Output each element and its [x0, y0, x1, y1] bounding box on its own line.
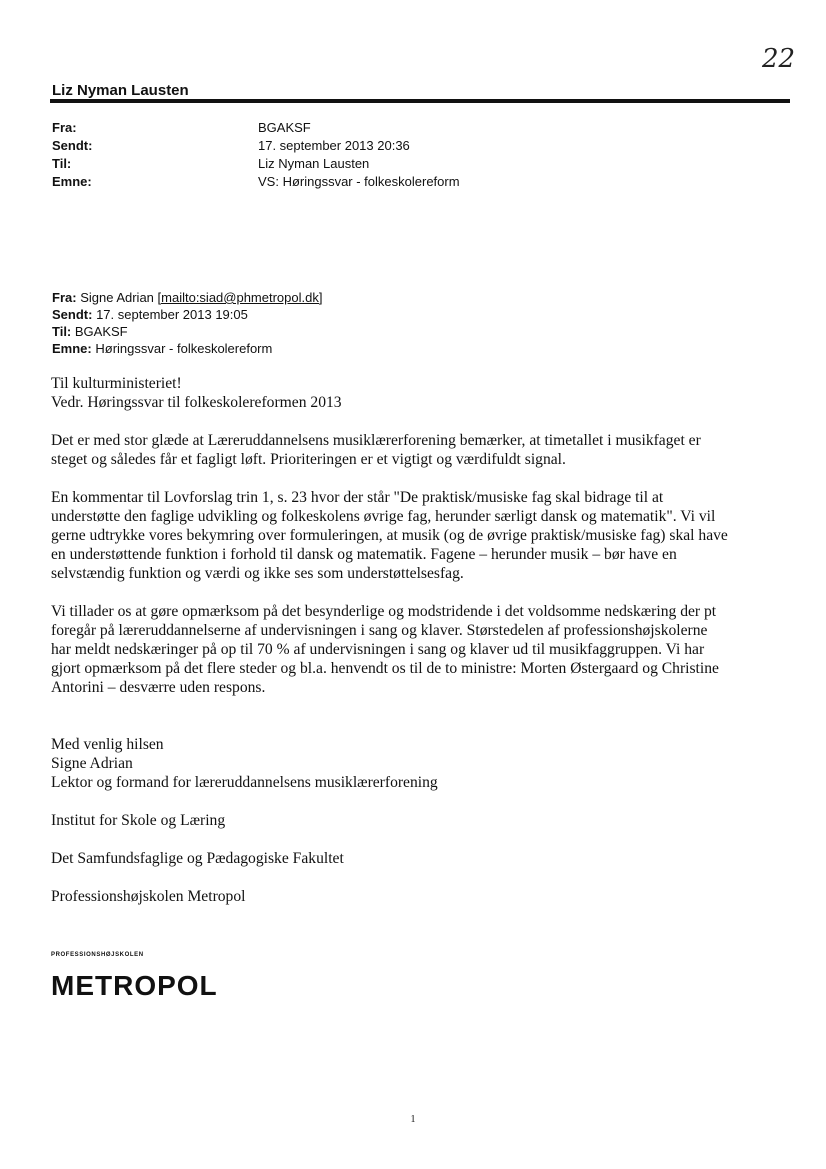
header-from-value: BGAKSF: [258, 120, 311, 135]
handwritten-page-marker: 22: [762, 44, 796, 74]
paragraph-line: selvstændig funktion og værdi og ikke ses som understøttelsesfag.: [51, 565, 464, 582]
header-subject-value: VS: Høringssvar - folkeskolereform: [258, 174, 460, 189]
fwd-to-value: BGAKSF: [74, 324, 128, 339]
header-to-label: Til:: [52, 156, 72, 171]
paragraph-3: [51, 602, 791, 697]
fwd-from-label: Fra:: [52, 290, 77, 305]
header-rule: [50, 99, 790, 103]
greeting-block: [51, 374, 791, 412]
paragraph-line: steget og således får et fagligt løft. Prioriteringen er et vigtigt og værdifuldt signal.: [51, 451, 566, 468]
fwd-sent-label: Sendt:: [52, 307, 93, 322]
header-subject-label: Emne:: [52, 174, 92, 189]
logo-small-text: PROFESSIONSHØJSKOLEN: [51, 952, 144, 958]
fwd-mailto-link[interactable]: [mailto:siad@phmetropol.dk]: [157, 290, 323, 305]
page-number: 1: [410, 1114, 416, 1125]
signer-title: Lektor og formand for læreruddannelsens musiklærerforening: [51, 774, 438, 791]
school-line: Professionshøjskolen Metropol: [51, 888, 246, 905]
fwd-sent-value: 17. september 2013 19:05: [96, 307, 248, 322]
faculty-line: Det Samfundsfaglige og Pædagogiske Fakultet: [51, 850, 344, 867]
institute-line: Institut for Skole og Læring: [51, 812, 226, 829]
paragraph-line: Vi tillader os at gøre opmærksom på det besynderlige og modstridende i det voldsomme nedskæring der pt: [51, 603, 717, 620]
closing: Med venlig hilsen: [51, 736, 164, 753]
paragraph-line: Det er med stor glæde at Læreruddannelsens musiklærerforening bemærker, at timetallet i musikfaget er: [51, 432, 701, 449]
fwd-sent-line: [52, 306, 322, 323]
fwd-to-label: Til:: [52, 324, 72, 339]
fwd-from-value: Signe Adrian: [80, 290, 158, 305]
forwarded-header: [52, 289, 322, 357]
header-sent-value: 17. september 2013 20:36: [258, 138, 410, 153]
paragraph-line: foregår på læreruddannelserne af undervisningen i sang og klaver. Størstedelen af professionshøjskolerne: [51, 622, 708, 639]
header-sent-row: [52, 137, 460, 155]
signature-block: [51, 735, 791, 792]
metropol-logo: [51, 952, 218, 1000]
fwd-subject-value: Høringssvar - folkeskolereform: [95, 341, 273, 356]
email-header: [52, 119, 460, 191]
mailbox-owner-name: Liz Nyman Lausten: [52, 82, 189, 99]
header-sent-label: Sendt:: [52, 138, 93, 153]
greeting-line-2: Vedr. Høringssvar til folkeskolereformen 2013: [51, 394, 342, 411]
header-to-value: Liz Nyman Lausten: [258, 156, 370, 171]
paragraph-line: understøtte den faglige udvikling og folkeskolens øvrige fag, herunder særligt dansk og matematik". Vi vil: [51, 508, 716, 525]
fwd-subject-line: [52, 340, 322, 357]
paragraph-line: gjort opmærksom på det flere steder og bl.a. henvendt os til de to ministre: Morten Østergaard og Christine: [51, 660, 719, 677]
paragraph-line: gerne udtrykke vores bekymring over formuleringen, at musik (og de øvrige praktisk/musiske fag) skal have: [51, 527, 728, 544]
fwd-from-line: [52, 289, 322, 306]
header-from-label: Fra:: [52, 120, 77, 135]
logo-wordmark: METROPOL: [51, 970, 218, 1001]
paragraph-line: har meldt nedskæringer på op til 70 % af undervisningen i sang og klaver ud til musikfaggruppen. Vi har: [51, 641, 705, 658]
paragraph-line: Antorini – desværre uden respons.: [51, 679, 266, 696]
letter-body: [51, 374, 791, 925]
fwd-subject-label: Emne:: [52, 341, 92, 356]
header-from-row: [52, 119, 460, 137]
paragraph-2: [51, 488, 791, 583]
greeting-line-1: Til kulturministeriet!: [51, 375, 182, 392]
signer-name: Signe Adrian: [51, 755, 133, 772]
paragraph-1: [51, 431, 791, 469]
header-subject-row: [52, 173, 460, 191]
paragraph-line: En kommentar til Lovforslag trin 1, s. 23 hvor der står "De praktisk/musiske fag skal bidrage til at: [51, 489, 664, 506]
paragraph-line: en understøttende funktion i forhold til dansk og matematik. Fagene – herunder musik – bør have en: [51, 546, 677, 563]
fwd-to-line: [52, 323, 322, 340]
header-to-row: [52, 155, 460, 173]
